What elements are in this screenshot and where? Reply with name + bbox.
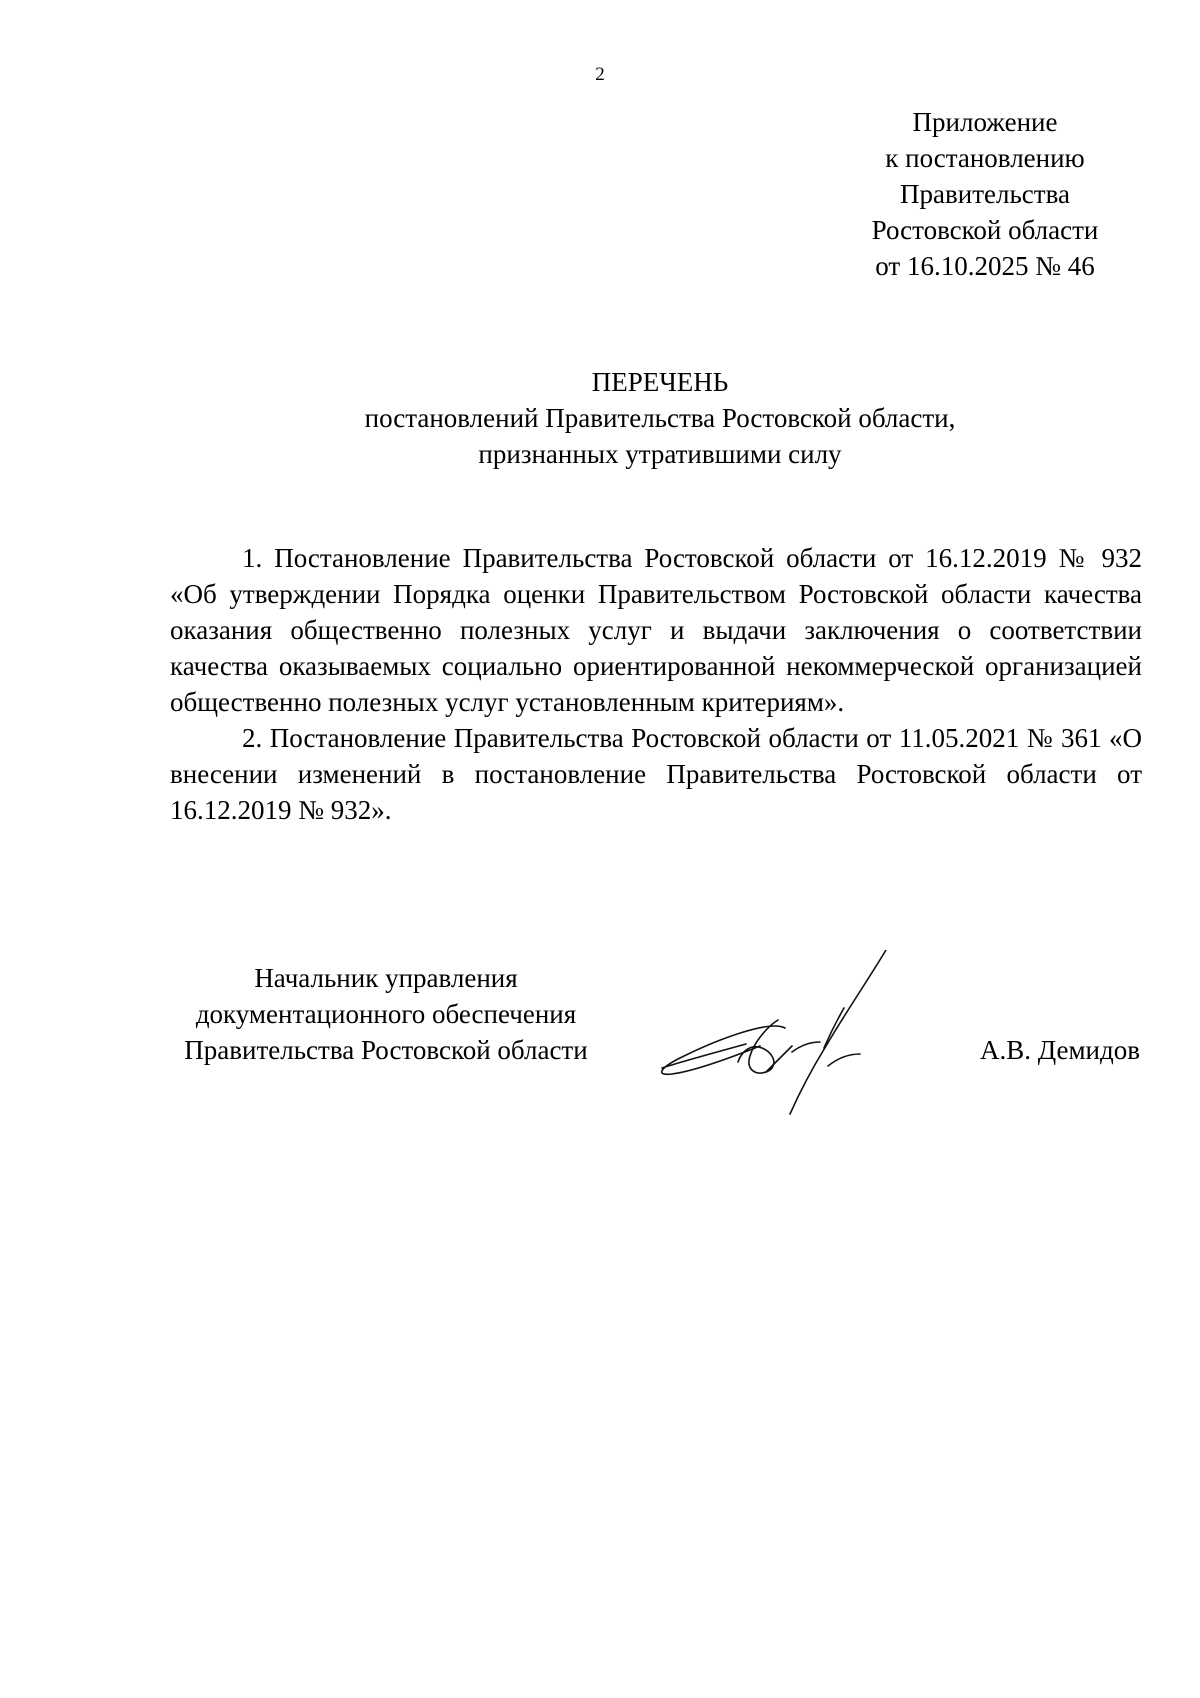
- appendix-block: [840, 104, 1130, 284]
- signer-position: [166, 960, 606, 1068]
- appendix-line: от 16.10.2025 № 46: [875, 251, 1095, 281]
- handwritten-signature: [650, 950, 940, 1120]
- signer-position-line: Начальник управления: [254, 963, 518, 993]
- appendix-line: Ростовской области: [871, 215, 1099, 245]
- title-subline: постановлений Правительства Ростовской области,: [364, 403, 956, 433]
- signer-position-line: документационного обеспечения: [195, 999, 577, 1029]
- list-of-resolutions: [170, 540, 1142, 828]
- list-item: 2. Постановление Правительства Ростовской области от 11.05.2021 № 361 «О внесении изменений в постановление Правительства Ростовской области от 16.12.2019 № 932».: [170, 723, 1142, 825]
- title-subline: признанных утратившими силу: [478, 439, 842, 469]
- appendix-line: Приложение: [912, 107, 1058, 137]
- page-number: 2: [595, 64, 605, 85]
- signer-position-line: Правительства Ростовской области: [184, 1035, 588, 1065]
- list-item: 1. Постановление Правительства Ростовской области от 16.12.2019 № 932 «Об утверждении Порядка оценки Правительством Ростовской области качества оказания общественно полезных услуг и выдачи заключения о соответствии качества оказываемых социально ориентированной некоммерческой организацией общественно полезных услуг установленным критериям».: [170, 543, 1142, 717]
- appendix-line: Правительства: [900, 179, 1070, 209]
- signer-name: А.В. Демидов: [979, 1035, 1140, 1065]
- document-title: [170, 364, 1150, 472]
- title-heading: ПЕРЕЧЕНЬ: [591, 367, 729, 397]
- appendix-line: к постановлению: [885, 143, 1085, 173]
